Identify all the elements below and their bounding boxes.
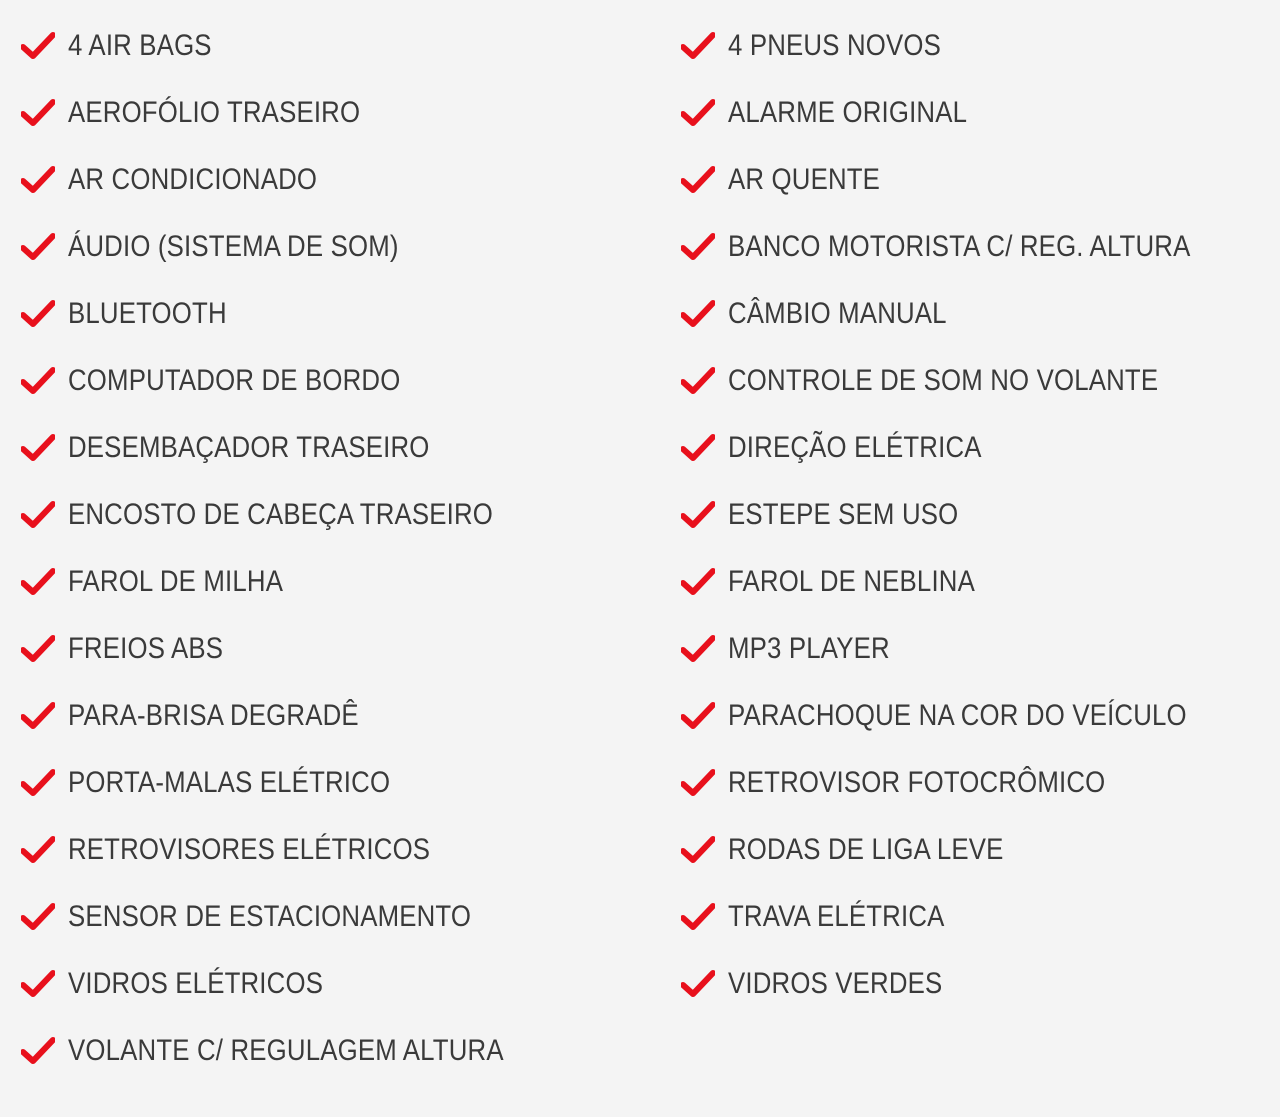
feature-label: BLUETOOTH bbox=[68, 296, 227, 330]
feature-item bbox=[20, 280, 660, 347]
feature-item bbox=[680, 414, 1260, 481]
checkmark-icon bbox=[680, 165, 716, 195]
checkmark-icon bbox=[20, 1036, 56, 1066]
checkmark-icon bbox=[680, 98, 716, 128]
checkmark-icon bbox=[20, 768, 56, 798]
feature-label: DESEMBAÇADOR TRASEIRO bbox=[68, 430, 430, 464]
checkmark-icon bbox=[20, 299, 56, 329]
feature-item bbox=[680, 12, 1260, 79]
feature-label: AEROFÓLIO TRASEIRO bbox=[68, 95, 361, 129]
feature-label: PARACHOQUE NA COR DO VEÍCULO bbox=[728, 698, 1187, 732]
feature-label: BANCO MOTORISTA C/ REG. ALTURA bbox=[728, 229, 1191, 263]
checkmark-icon bbox=[680, 567, 716, 597]
feature-item bbox=[680, 280, 1260, 347]
feature-label: FAROL DE MILHA bbox=[68, 564, 284, 598]
feature-label: AR QUENTE bbox=[728, 162, 881, 196]
feature-item bbox=[680, 682, 1260, 749]
checkmark-icon bbox=[680, 500, 716, 530]
checkmark-icon bbox=[20, 31, 56, 61]
feature-item bbox=[680, 883, 1260, 950]
feature-item bbox=[680, 213, 1260, 280]
checkmark-icon bbox=[680, 299, 716, 329]
checkmark-icon bbox=[20, 701, 56, 731]
checkmark-icon bbox=[20, 165, 56, 195]
feature-item bbox=[20, 883, 660, 950]
feature-item bbox=[20, 1017, 660, 1084]
checkmark-icon bbox=[20, 567, 56, 597]
feature-item bbox=[680, 950, 1260, 1017]
feature-label: FAROL DE NEBLINA bbox=[728, 564, 975, 598]
feature-item bbox=[20, 146, 660, 213]
checkmark-icon bbox=[20, 433, 56, 463]
checkmark-icon bbox=[20, 969, 56, 999]
feature-label: RETROVISOR FOTOCRÔMICO bbox=[728, 765, 1106, 799]
checkmark-icon bbox=[680, 902, 716, 932]
checkmark-icon bbox=[680, 232, 716, 262]
feature-label: ESTEPE SEM USO bbox=[728, 497, 959, 531]
checkmark-icon bbox=[680, 366, 716, 396]
feature-label: ALARME ORIGINAL bbox=[728, 95, 968, 129]
feature-label: 4 AIR BAGS bbox=[68, 28, 212, 62]
feature-item bbox=[20, 816, 660, 883]
feature-item bbox=[20, 481, 660, 548]
feature-column-right bbox=[680, 12, 1260, 1017]
feature-item bbox=[20, 548, 660, 615]
feature-label: VIDROS VERDES bbox=[728, 966, 943, 1000]
feature-label: VOLANTE C/ REGULAGEM ALTURA bbox=[68, 1033, 504, 1067]
feature-label: ENCOSTO DE CABEÇA TRASEIRO bbox=[68, 497, 494, 531]
feature-label: CONTROLE DE SOM NO VOLANTE bbox=[728, 363, 1159, 397]
feature-label: CÂMBIO MANUAL bbox=[728, 296, 947, 330]
feature-item bbox=[680, 79, 1260, 146]
feature-item bbox=[20, 79, 660, 146]
feature-label: COMPUTADOR DE BORDO bbox=[68, 363, 401, 397]
checkmark-icon bbox=[680, 31, 716, 61]
feature-item bbox=[680, 146, 1260, 213]
checkmark-icon bbox=[20, 634, 56, 664]
feature-item bbox=[680, 816, 1260, 883]
feature-label: TRAVA ELÉTRICA bbox=[728, 899, 945, 933]
feature-item bbox=[20, 347, 660, 414]
checkmark-icon bbox=[20, 500, 56, 530]
feature-item bbox=[680, 481, 1260, 548]
feature-label: PARA-BRISA DEGRADÊ bbox=[68, 698, 359, 732]
feature-item bbox=[680, 749, 1260, 816]
feature-item bbox=[20, 950, 660, 1017]
checkmark-icon bbox=[680, 701, 716, 731]
feature-item bbox=[20, 615, 660, 682]
checkmark-icon bbox=[20, 835, 56, 865]
feature-label: ÁUDIO (SISTEMA DE SOM) bbox=[68, 229, 399, 263]
feature-label: SENSOR DE ESTACIONAMENTO bbox=[68, 899, 472, 933]
feature-item bbox=[20, 213, 660, 280]
checkmark-icon bbox=[20, 232, 56, 262]
feature-item bbox=[680, 548, 1260, 615]
checkmark-icon bbox=[20, 366, 56, 396]
feature-item bbox=[20, 749, 660, 816]
checkmark-icon bbox=[680, 969, 716, 999]
feature-label: RETROVISORES ELÉTRICOS bbox=[68, 832, 431, 866]
checkmark-icon bbox=[680, 433, 716, 463]
feature-column-left bbox=[20, 12, 660, 1084]
feature-item bbox=[680, 347, 1260, 414]
feature-label: VIDROS ELÉTRICOS bbox=[68, 966, 324, 1000]
feature-label: MP3 PLAYER bbox=[728, 631, 890, 665]
checkmark-icon bbox=[680, 768, 716, 798]
feature-item bbox=[20, 12, 660, 79]
checkmark-icon bbox=[680, 835, 716, 865]
feature-label: RODAS DE LIGA LEVE bbox=[728, 832, 1004, 866]
feature-item bbox=[680, 615, 1260, 682]
checkmark-icon bbox=[20, 98, 56, 128]
checkmark-icon bbox=[680, 634, 716, 664]
feature-label: PORTA-MALAS ELÉTRICO bbox=[68, 765, 391, 799]
feature-label: DIREÇÃO ELÉTRICA bbox=[728, 430, 982, 464]
feature-item bbox=[20, 682, 660, 749]
checkmark-icon bbox=[20, 902, 56, 932]
feature-label: 4 PNEUS NOVOS bbox=[728, 28, 941, 62]
feature-label: FREIOS ABS bbox=[68, 631, 224, 665]
feature-item bbox=[20, 414, 660, 481]
feature-label: AR CONDICIONADO bbox=[68, 162, 318, 196]
